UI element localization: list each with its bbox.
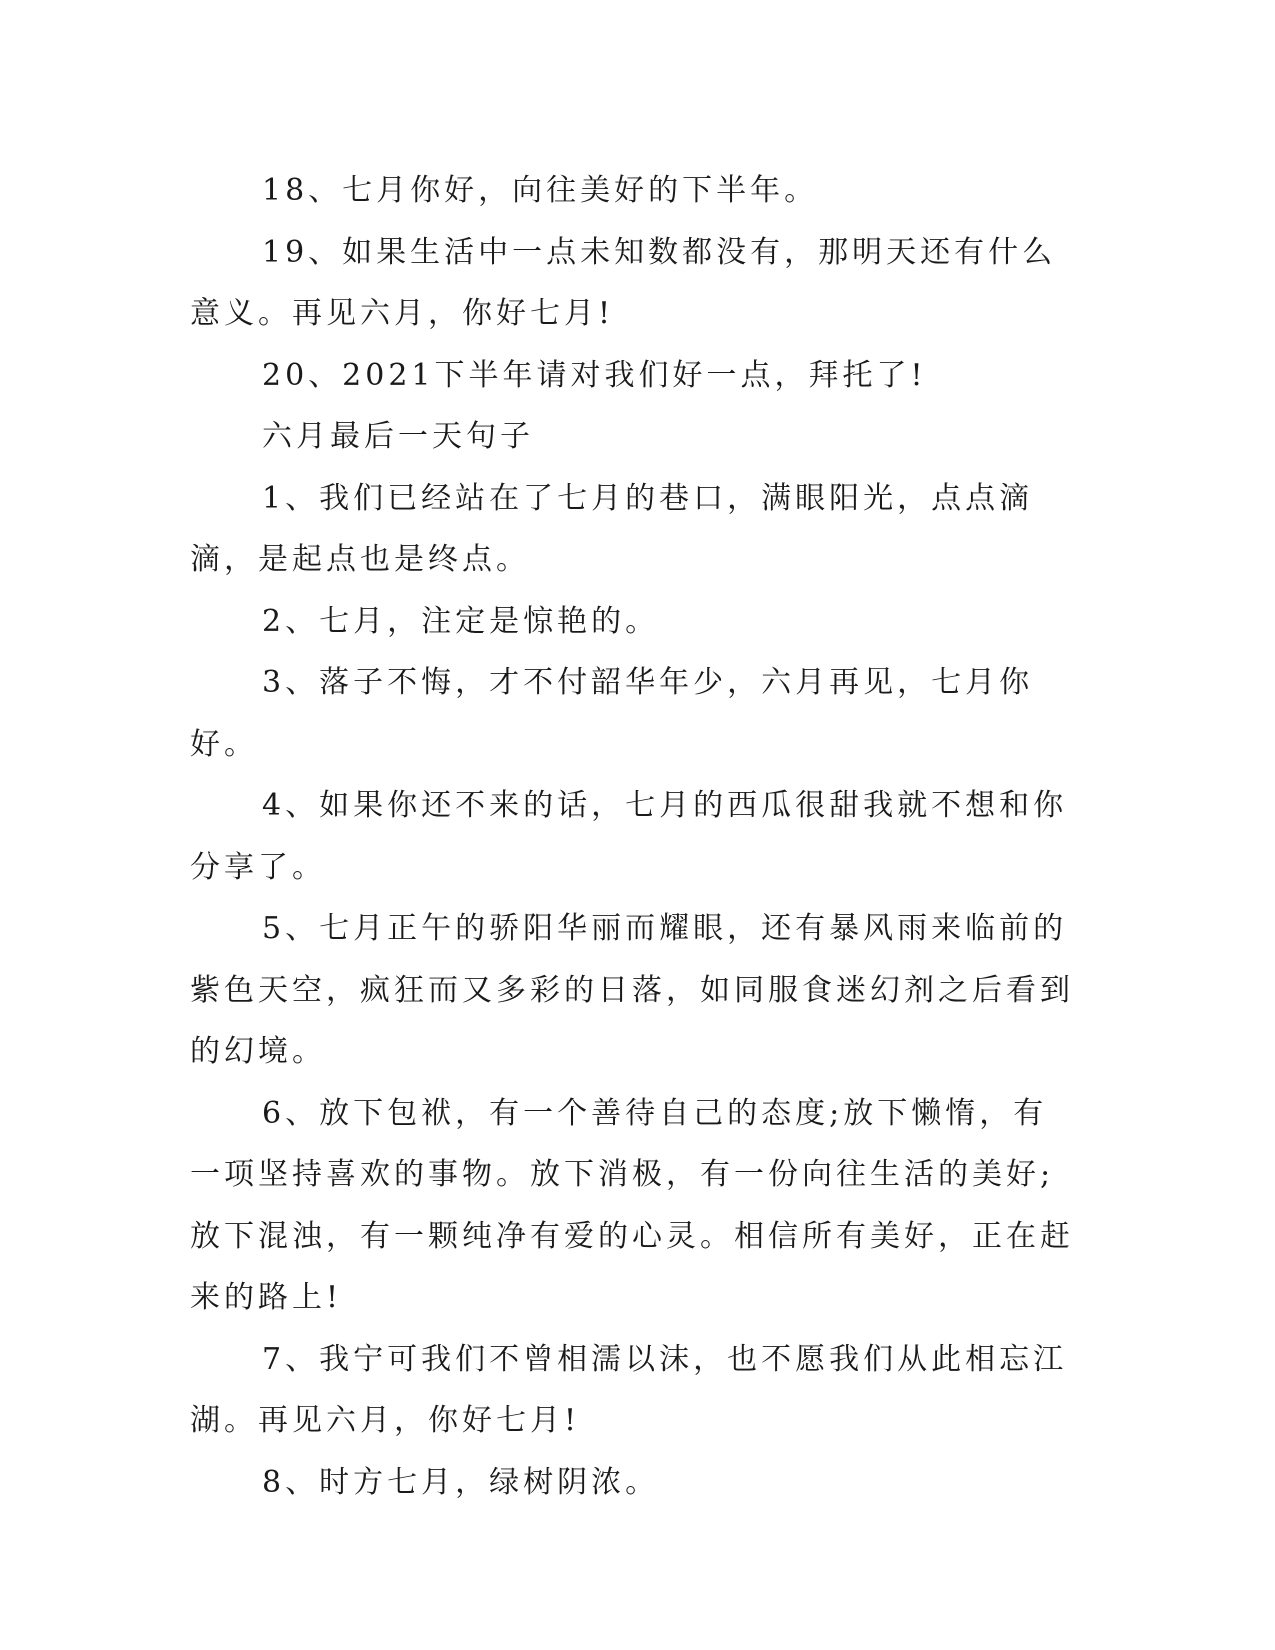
paragraph-item-3: 3、落子不悔，才不付韶华年少，六月再见，七月你好。 (190, 665, 1034, 762)
section-heading: 六月最后一天句子 (262, 419, 534, 454)
paragraph-item-5: 5、七月正午的骄阳华丽而耀眼，还有暴风雨来临前的紫色天空，疯狂而又多彩的日落，如同服食迷幻剂之后看到的幻境。 (190, 911, 1074, 1069)
paragraph-item-4: 4、如果你还不来的话，七月的西瓜很甜我就不想和你分享了。 (190, 788, 1068, 885)
paragraph-item-19: 19、如果生活中一点未知数都没有，那明天还有什么意义。再见六月，你好七月! (190, 234, 1057, 331)
paragraph-item-1: 1、我们已经站在了七月的巷口，满眼阳光，点点滴滴，是起点也是终点。 (190, 480, 1034, 577)
paragraph-item-8: 8、时方七月，绿树阴浓。 (262, 1464, 660, 1500)
paragraph-item-18: 18、七月你好，向往美好的下半年。 (262, 173, 819, 208)
document-body (190, 160, 1080, 1513)
paragraph-item-6: 6、放下包袱，有一个善待自己的态度;放下懒惰，有一项坚持喜欢的事物。放下消极，有一份向往生活的美好;放下混浊，有一颗纯净有爱的心灵。相信所有美好，正在赶来的路上! (190, 1095, 1074, 1315)
paragraph-item-7: 7、我宁可我们不曾相濡以沫，也不愿我们从此相忘江湖。再见六月，你好七月! (190, 1341, 1068, 1438)
paragraph-item-2: 2、七月，注定是惊艳的。 (262, 603, 660, 639)
paragraph-item-20: 20、2021下半年请对我们好一点，拜托了! (262, 357, 927, 393)
